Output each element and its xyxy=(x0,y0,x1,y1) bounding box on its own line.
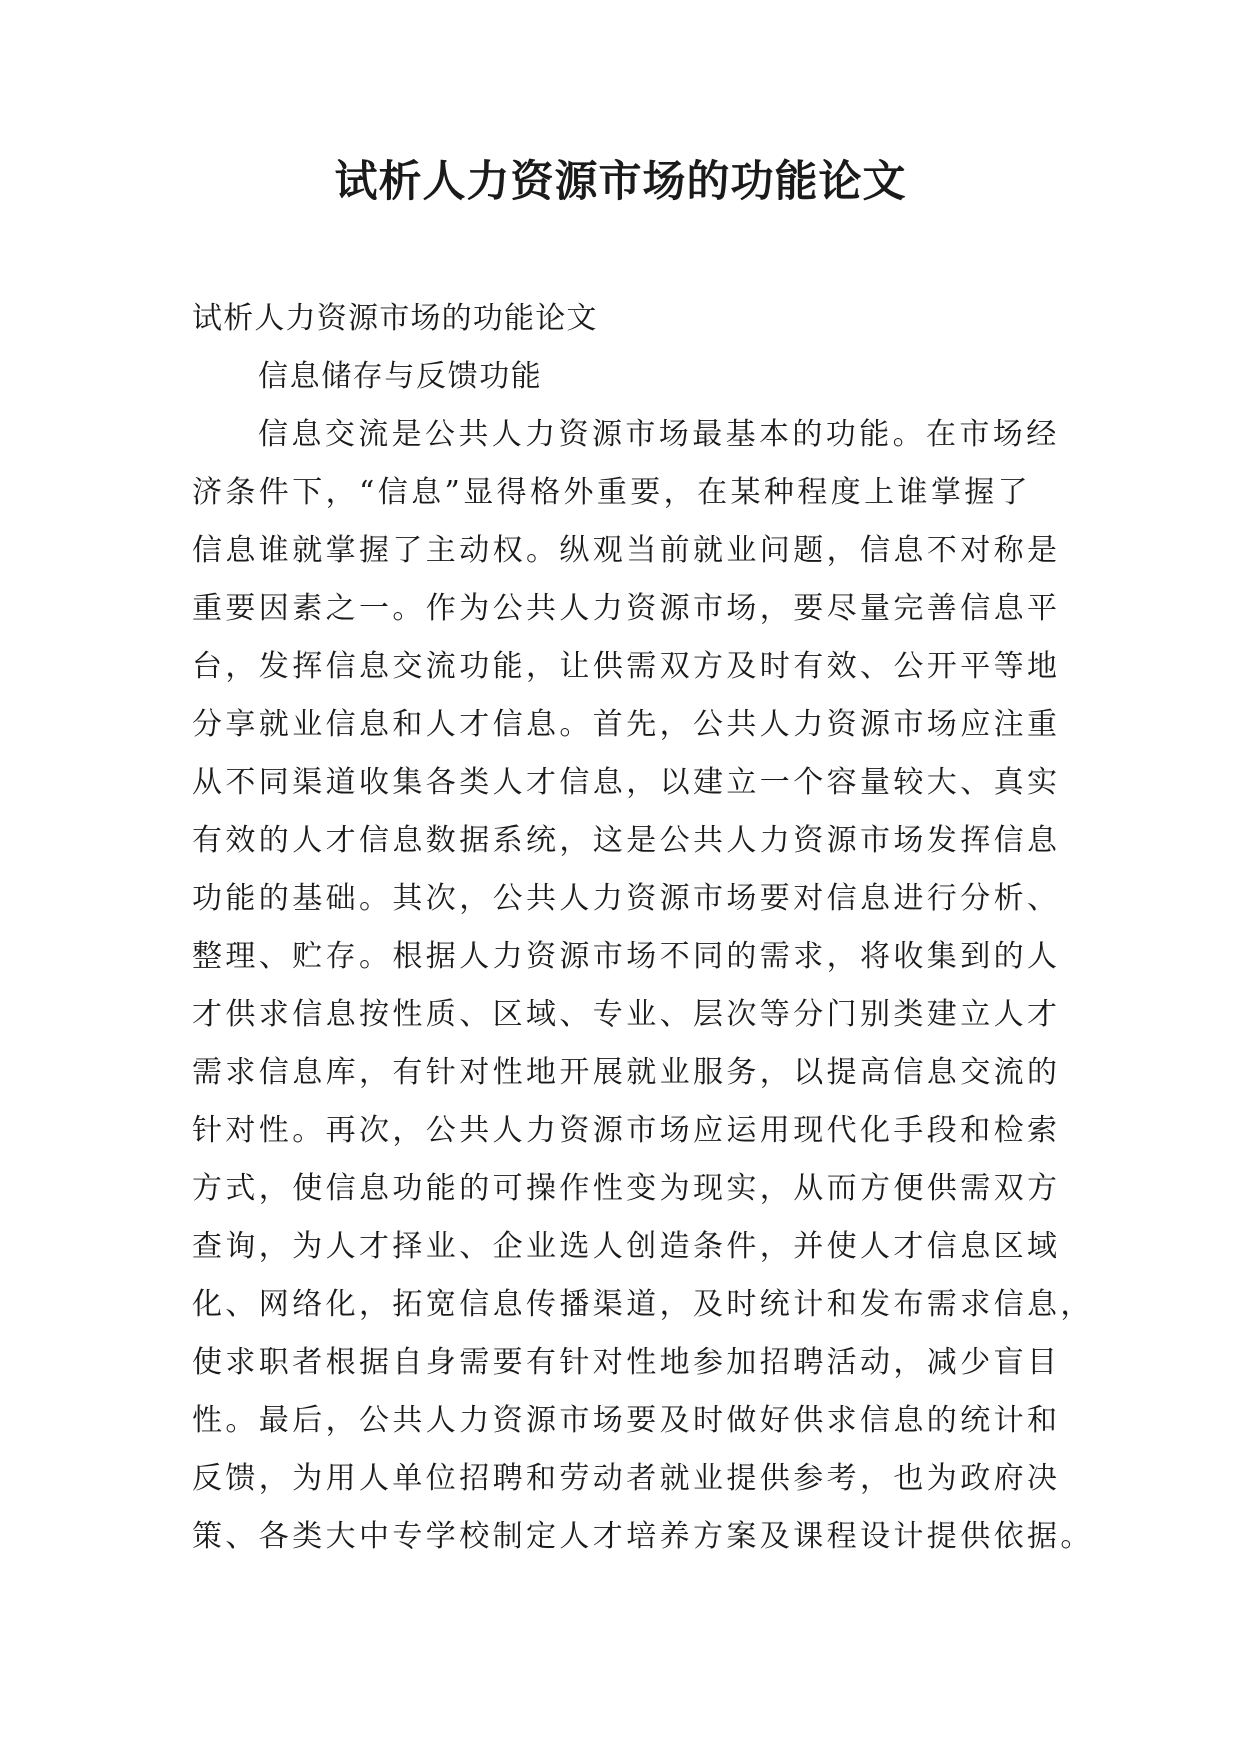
paragraph-line: 功能的基础。其次，公共人力资源市场要对信息进行分析、 xyxy=(192,881,1061,916)
paragraph-line: 重要因素之一。作为公共人力资源市场，要尽量完善信息平 xyxy=(192,591,1061,626)
section-heading: 信息储存与反馈功能 xyxy=(258,359,543,394)
paragraph-line: 济条件下，“信息”显得格外重要，在某种程度上谁掌握了 xyxy=(192,475,1032,510)
paragraph-line: 需求信息库，有针对性地开展就业服务，以提高信息交流的 xyxy=(192,1055,1061,1090)
paragraph-line: 使求职者根据自身需要有针对性地参加招聘活动，减少盲目 xyxy=(192,1345,1061,1380)
paragraph-line: 台，发挥信息交流功能，让供需双方及时有效、公开平等地 xyxy=(192,649,1061,684)
page-title: 试析人力资源市场的功能论文 xyxy=(334,157,907,207)
paragraph-line: 方式，使信息功能的可操作性变为现实，从而方便供需双方 xyxy=(192,1171,1061,1206)
paragraph-line: 有效的人才信息数据系统，这是公共人力资源市场发挥信息 xyxy=(192,823,1061,858)
paragraph-line: 信息谁就掌握了主动权。纵观当前就业问题，信息不对称是 xyxy=(192,533,1061,568)
paragraph-line: 从不同渠道收集各类人才信息，以建立一个容量较大、真实 xyxy=(192,765,1061,800)
paragraph-line: 化、网络化，拓宽信息传播渠道，及时统计和发布需求信息， xyxy=(192,1287,1094,1322)
paragraph-line: 整理、贮存。根据人力资源市场不同的需求，将收集到的人 xyxy=(192,939,1061,974)
document-body xyxy=(192,290,1094,1566)
paragraph-line: 针对性。再次，公共人力资源市场应运用现代化手段和检索 xyxy=(192,1113,1061,1148)
paragraph-line: 信息交流是公共人力资源市场最基本的功能。在市场经 xyxy=(258,417,1060,452)
paragraph-line: 查询，为人才择业、企业选人创造条件，并使人才信息区域 xyxy=(192,1229,1061,1264)
body-paragraph xyxy=(192,406,1094,1566)
paragraph-line: 反馈，为用人单位招聘和劳动者就业提供参考，也为政府决 xyxy=(192,1461,1061,1496)
paragraph-line: 策、各类大中专学校制定人才培养方案及课程设计提供依据。 xyxy=(192,1519,1094,1554)
paragraph-line: 才供求信息按性质、区域、专业、层次等分门别类建立人才 xyxy=(192,997,1061,1032)
paragraph-line: 性。最后，公共人力资源市场要及时做好供求信息的统计和 xyxy=(192,1403,1061,1438)
document-subtitle: 试析人力资源市场的功能论文 xyxy=(192,301,598,336)
paragraph-line: 分享就业信息和人才信息。首先，公共人力资源市场应注重 xyxy=(192,707,1061,742)
